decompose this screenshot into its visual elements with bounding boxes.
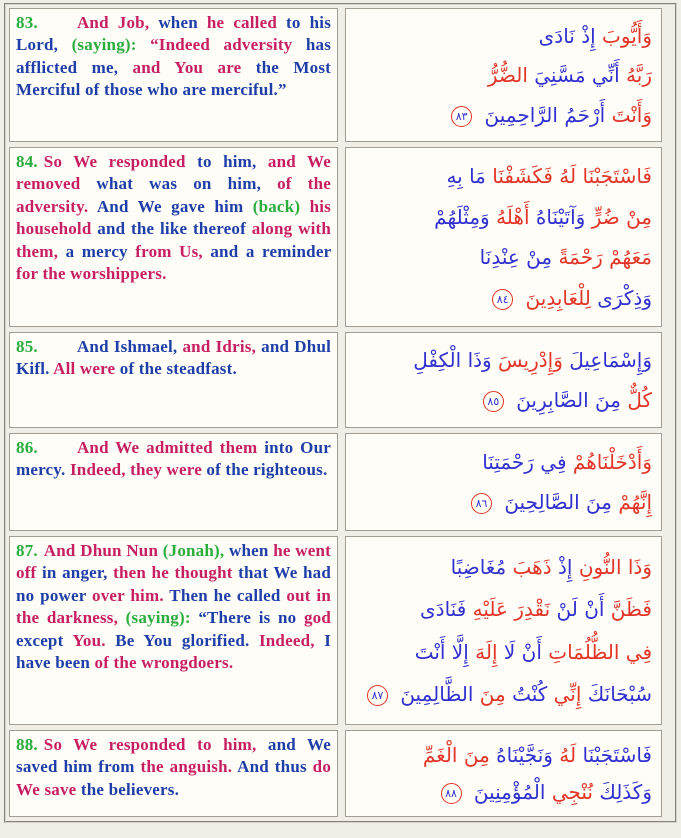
- english-text-run: when: [229, 541, 269, 560]
- verse-number: 85.: [16, 337, 38, 356]
- arabic-text-run: وَأَنْتَ: [611, 102, 652, 127]
- verse-table: [9, 8, 672, 817]
- english-text-run: (saying):: [71, 35, 137, 55]
- verse-number: 87.: [16, 541, 38, 560]
- english-text-run: And Job,: [76, 13, 150, 32]
- english-text-run: So We responded: [43, 152, 186, 171]
- english-text-run: then he thought: [113, 563, 233, 583]
- arabic-text-run: مَعَهُمْ رَحْمَةً: [558, 245, 652, 270]
- arabic-line: [350, 552, 652, 582]
- arabic-text-run: مِنَ الصَّابِرِينَ: [516, 388, 621, 412]
- arabic-text-run: إِلَّا أَنْتَ: [414, 639, 469, 664]
- verse-number: 83.: [16, 13, 38, 32]
- english-text-run: “Indeed adversity: [150, 35, 293, 55]
- arabic-text-run: ذَهَبَ: [512, 554, 552, 579]
- arabic-line: [350, 161, 652, 191]
- english-text-run: over him.: [92, 585, 164, 605]
- english-text-run: And Ishmael,: [76, 337, 178, 356]
- english-text-run: to him,: [197, 152, 257, 171]
- arabic-text-run: وَنَجَّيْنَاهُ: [496, 743, 553, 767]
- english-text-run: (Jonah),: [162, 541, 225, 560]
- arabic-line: [350, 447, 652, 477]
- arabic-text-run: لِلْعَابِدِينَ: [525, 286, 591, 311]
- arabic-text-run: الْمُؤْمِنِينَ: [473, 780, 546, 804]
- verse-english-cell: [9, 433, 338, 531]
- verse-arabic-cell: [345, 147, 662, 327]
- arabic-line: [350, 202, 652, 232]
- english-text-run: And thus: [237, 757, 307, 777]
- english-text-run: and We removed: [16, 152, 331, 194]
- verse-english-cell: [9, 8, 338, 142]
- english-text-run: So We responded to him,: [43, 735, 257, 754]
- arabic-line: [350, 242, 652, 272]
- english-text-run: along with them,: [16, 219, 332, 261]
- arabic-line: [350, 21, 652, 51]
- verse-english-cell: [9, 536, 338, 725]
- arabic-text-run: وَذَا الْكِفْلِ: [413, 348, 492, 372]
- english-text-run: to his Lord,: [16, 13, 332, 55]
- english-text-run: what was on him,: [96, 174, 262, 194]
- arabic-text-run: وَمِثْلَهُمْ: [434, 204, 490, 229]
- english-text-run: of the righteous.: [206, 460, 328, 480]
- arabic-text-run: الضُّرُّ: [487, 63, 528, 87]
- arabic-line: [350, 385, 652, 415]
- english-text-run: into Our mercy.: [16, 438, 331, 480]
- english-text-run: I have been: [16, 630, 332, 673]
- english-text-run: he called: [206, 13, 278, 32]
- arabic-text-run: مِنْ ضُرٍّ: [591, 204, 652, 229]
- english-text-run: and Idris,: [182, 337, 257, 356]
- english-text-run: Then he called: [169, 585, 281, 605]
- english-text-run: (saying):: [125, 608, 191, 628]
- arabic-text-run: نَقْدِرَ عَلَيْهِ: [472, 597, 551, 622]
- arabic-text-run: مِنَ الصَّالِحِينَ: [504, 490, 612, 515]
- english-text-run: that We had no power: [16, 563, 332, 605]
- english-text-run: except: [16, 630, 64, 650]
- arabic-text-run: فَظَنَّ: [610, 597, 652, 622]
- arabic-line: [350, 60, 652, 90]
- verse-number: 86.: [16, 438, 38, 457]
- verse-english-cell: [9, 730, 338, 817]
- arabic-text-run: نُنْجِي: [551, 780, 593, 804]
- verse-english-cell: [9, 147, 338, 327]
- arabic-text-run: فِي الظُّلُمَاتِ: [548, 639, 652, 664]
- verse-end-medallion: ٨٨: [441, 783, 462, 804]
- verse-end-medallion: ٨٣: [451, 106, 472, 127]
- english-text-run: and You are: [132, 57, 242, 77]
- english-text-run: a mercy: [65, 241, 128, 261]
- arabic-text-run: وَآتَيْنَاهُ: [535, 204, 586, 229]
- arabic-text-run: أَهْلَهُ: [496, 204, 530, 229]
- arabic-line: [350, 345, 652, 375]
- arabic-text-run: فَاسْتَجَبْنَا لَهُ فَكَشَفْنَا: [492, 163, 652, 188]
- arabic-text-run: أَرْحَمُ الرَّاحِمِينَ: [484, 102, 606, 127]
- english-text-run: And We admitted them: [76, 438, 258, 457]
- arabic-text-run: وَأَدْخَلْنَاهُمْ: [572, 449, 652, 474]
- english-text-run: Be You glorified.: [115, 630, 250, 650]
- arabic-text-run: إِنَّهُمْ: [618, 490, 652, 515]
- english-text-run: “There is no: [198, 608, 297, 628]
- verse-end-medallion: ٨٦: [471, 493, 492, 514]
- arabic-line: [350, 283, 652, 313]
- arabic-text-run: فَنَادَى: [420, 597, 467, 622]
- verse-arabic-cell: [345, 536, 662, 725]
- english-text-run: the anguish.: [140, 757, 233, 777]
- verse-arabic-cell: [345, 332, 662, 428]
- arabic-text-run: إِنِّي: [553, 682, 582, 707]
- arabic-text-run: كُنْتُ: [512, 682, 548, 707]
- english-text-run: All were: [53, 359, 116, 379]
- english-text-run: Indeed,: [258, 630, 315, 650]
- verse-arabic-cell: [345, 433, 662, 531]
- arabic-text-run: أَنْ لَا: [503, 639, 542, 664]
- arabic-text-run: وَإِسْمَاعِيلَ: [569, 348, 652, 372]
- english-text-run: the believers.: [80, 779, 180, 799]
- arabic-text-run: وَذِكْرَى: [597, 286, 652, 311]
- arabic-text-run: إِذْ نَادَى: [538, 23, 596, 48]
- verse-end-medallion: ٨٥: [483, 391, 504, 412]
- english-text-run: And We gave him: [96, 196, 244, 216]
- arabic-text-run: وَأَيُّوبَ: [602, 23, 652, 48]
- english-text-run: and Dhul Kifl.: [16, 337, 332, 379]
- english-text-run: god: [303, 608, 332, 628]
- english-text-run: and a reminder: [210, 241, 332, 261]
- arabic-text-run: مِنْ عِنْدِنَا: [479, 245, 553, 270]
- arabic-text-run: مَا بِهِ: [446, 163, 486, 188]
- arabic-text-run: وَكَذَلِكَ: [599, 780, 652, 804]
- verse-end-medallion: ٨٧: [367, 685, 388, 706]
- verse-number: 84.: [16, 152, 38, 171]
- english-text-run: do We save: [16, 757, 332, 799]
- english-text-run: You.: [72, 630, 106, 650]
- quran-page-sheet: [4, 3, 677, 823]
- arabic-text-run: مُغَاضِبًا: [450, 554, 507, 579]
- arabic-text-run: أَنِّي مَسَّنِيَ: [534, 63, 620, 87]
- english-text-run: And Dhun Nun: [43, 541, 159, 560]
- english-text-run: he went off: [16, 541, 332, 583]
- verse-end-medallion: ٨٤: [492, 289, 513, 310]
- verse-number: 88.: [16, 735, 38, 754]
- arabic-text-run: فِي رَحْمَتِنَا: [482, 449, 567, 474]
- verse-arabic-cell: [345, 8, 662, 142]
- arabic-line: [350, 100, 652, 130]
- arabic-text-run: مِنَ: [479, 682, 506, 707]
- english-text-run: the Most Merciful of those who are merciful.”: [16, 57, 331, 100]
- english-text-run: of the wrongdoers.: [94, 653, 234, 673]
- arabic-line: [350, 487, 652, 517]
- english-text-run: his household: [16, 196, 332, 239]
- arabic-text-run: أَنْ لَنْ: [556, 597, 605, 622]
- english-text-run: when: [158, 13, 198, 32]
- english-text-run: has afflicted me,: [16, 35, 332, 77]
- arabic-line: [350, 637, 652, 667]
- arabic-text-run: وَإِدْرِيسَ: [498, 348, 563, 372]
- arabic-line: [350, 679, 652, 709]
- arabic-text-run: فَاسْتَجَبْنَا: [582, 743, 652, 767]
- arabic-text-run: الظَّالِمِينَ: [400, 682, 474, 707]
- arabic-line: [350, 777, 652, 807]
- verse-arabic-cell: [345, 730, 662, 817]
- arabic-text-run: مِنَ الْغَمِّ: [422, 743, 490, 767]
- arabic-text-run: وَذَا النُّونِ: [578, 554, 652, 579]
- arabic-text-run: لَهُ: [559, 743, 577, 767]
- arabic-text-run: إِلَهَ: [475, 639, 498, 664]
- verse-english-cell: [9, 332, 338, 428]
- arabic-text-run: إِذْ: [557, 554, 573, 579]
- arabic-text-run: كُلٌّ: [627, 388, 652, 412]
- english-text-run: from Us,: [135, 241, 203, 261]
- english-text-run: in anger,: [41, 563, 108, 583]
- arabic-text-run: سُبْحَانَكَ: [587, 682, 652, 707]
- english-text-run: of the adversity.: [16, 174, 331, 216]
- arabic-line: [350, 740, 652, 770]
- english-text-run: out in the darkness,: [16, 585, 331, 628]
- arabic-text-run: رَبَّهُ: [626, 63, 652, 87]
- english-text-run: of the steadfast.: [119, 359, 237, 379]
- english-text-run: for the worshippers.: [16, 264, 167, 284]
- arabic-line: [350, 594, 652, 624]
- english-text-run: Indeed, they were: [69, 460, 202, 480]
- english-text-run: and the like thereof: [97, 219, 246, 239]
- english-text-run: and We saved him from: [16, 735, 331, 777]
- english-text-run: (back): [252, 196, 301, 216]
